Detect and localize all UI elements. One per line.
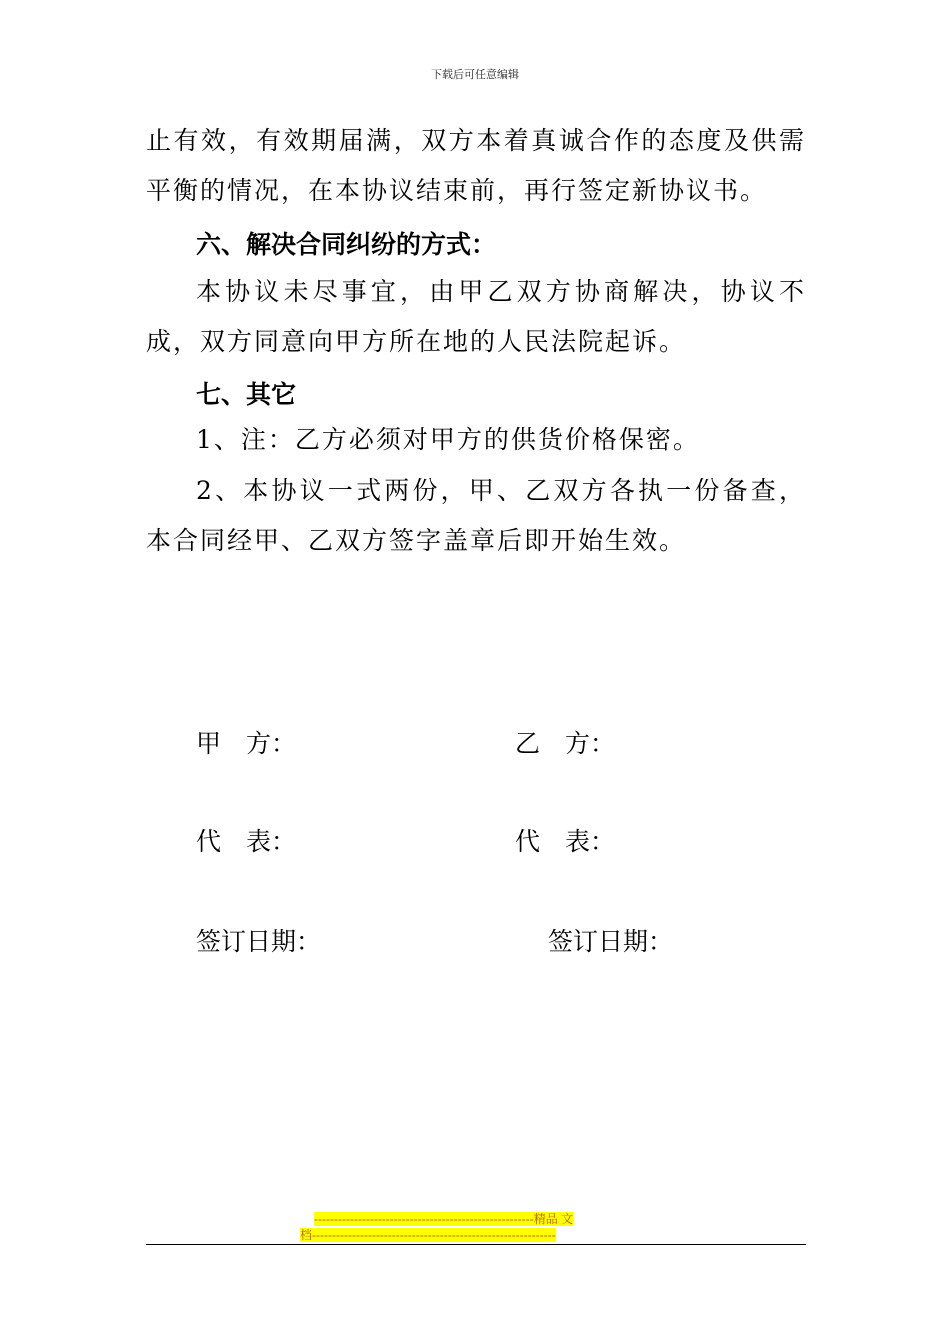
- paragraph-validity: 止有效，有效期届满，双方本着真诚合作的态度及供需平衡的情况，在本协议结束前，再行签定新协议书。: [146, 126, 806, 205]
- party-a-label: 甲 方：: [196, 729, 297, 758]
- page-header: 下载后可任意编辑: [431, 68, 519, 81]
- footer-line-1: -------------------------------------------------------精品 文: [314, 1212, 574, 1226]
- party-b-label: 乙 方：: [515, 729, 616, 758]
- representative-b-label: 代 表：: [515, 827, 616, 856]
- footer-line-2: 档-------------------------------------------------------------: [300, 1228, 556, 1242]
- paragraph-note-1: 1、注：乙方必须对甲方的供货价格保密。: [196, 425, 700, 454]
- section-heading-7: 七、其它: [196, 380, 297, 409]
- sign-date-b-label: 签订日期：: [548, 927, 674, 956]
- paragraph-note-2: 2、本协议一式两份，甲、乙双方各执一份备查，本合同经甲、乙双方签字盖章后即开始生效。: [146, 476, 806, 555]
- footer-rule: [146, 1244, 806, 1245]
- section-heading-6: 六、解决合同纠纷的方式：: [196, 230, 497, 259]
- sign-date-a-label: 签订日期：: [196, 927, 322, 956]
- representative-a-label: 代 表：: [196, 827, 297, 856]
- paragraph-dispute: 本协议未尽事宜，由甲乙双方协商解决，协议不成，双方同意向甲方所在地的人民法院起诉。: [146, 277, 806, 356]
- footer-watermark: [300, 1211, 650, 1243]
